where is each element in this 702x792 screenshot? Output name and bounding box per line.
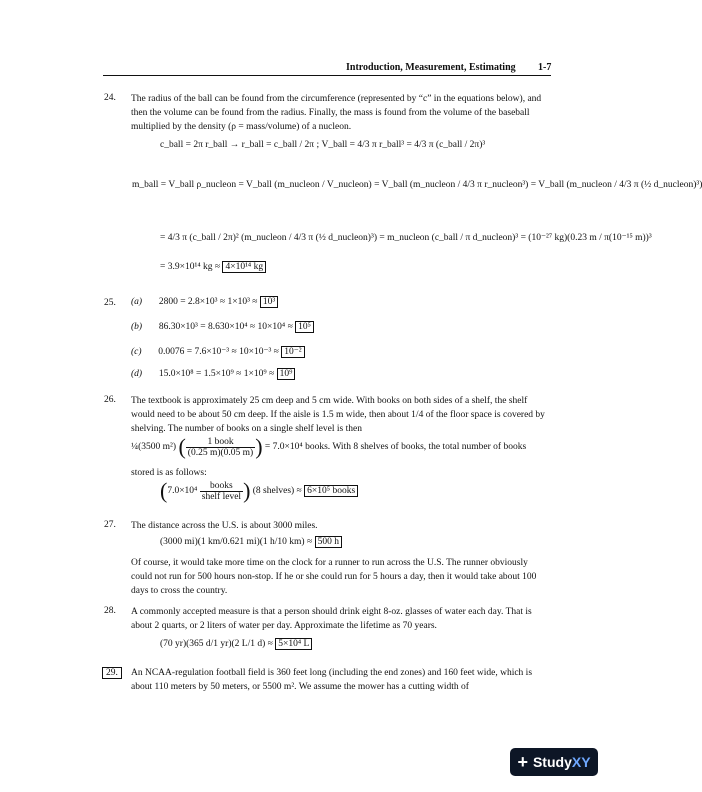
problem-24-text: The radius of the ball can be found from the circumference (represented by “c” in the equations below), and then the volume can be found from the radius. Finally, the mass is found from the volume of the baseball multiplied by the density (ρ = mass/volume) of a nucleon. [131,94,542,132]
eq1-numerator: 1 book [186,437,255,448]
problem-24-eq4 [160,262,266,272]
problem-26-text: The textbook is approximately 25 cm deep and 5 cm wide. With books on both sides of a shelf, the shelf would need to be about 50 cm deep. If the aisle is 1.5 m wide, then about 1/4 of the floor space is covered by shelving. The number of books on a single shelf level is then [131,396,545,434]
part-answer: 10⁵ [295,321,314,333]
problem-26-stored-text: stored is as follows: [131,468,207,478]
problem-28-text: A commonly accepted measure is that a person should drink eight 8-oz. glasses of water each day. That is about 2 quarts, or 2 liters of water per day. Approximate the lifetime as 70 years. [131,607,532,631]
eq1-denominator: (0.25 m)(0.05 m) [187,447,254,458]
part-expression: 15.0×10⁸ = 1.5×10⁹ ≈ 1×10⁹ ≈ [158,369,275,379]
eq2-fraction [200,481,243,502]
eq2-denominator: shelf level [201,491,242,502]
header-page-number: 1-7 [538,62,552,73]
problem-26-eq2: (7.0×10⁴ $\frac{\text{books}}{\text{shelf level}}$ ) (8 shelves) ≈ 6×10⁵ books [160,478,358,504]
logo-brand: Study [532,754,572,770]
part-label: (b) [131,322,143,332]
problem-24-eq2: m_ball = V_ball ρ_nucleon = V_ball (m_nucleon / V_nucleon) = V_ball (m_nucleon / 4/3 π r_nucleon³) = V_ball (m_nucleon / 4/3 π (½ d_nucleon)³) [132,180,702,190]
header-rule [103,75,551,76]
eq1-suffix: = 7.0×10⁴ books. With 8 shelves of books, the total number of books [264,442,527,453]
eq2-numerator: books [200,481,243,492]
problem-25-part-d [131,369,295,379]
problem-27-eq [160,537,342,547]
problem-24-eq1: c_ball = 2π r_ball → r_ball = c_ball / 2π ; V_ball = 4/3 π r_ball³ = 4/3 π (c_ball / 2π)³ [160,140,486,150]
problem-28-expression: (70 yr)(365 d/1 yr)(2 L/1 d) ≈ [160,639,273,649]
problem-25-part-b [131,322,314,332]
header-title: Introduction, Measurement, Estimating [346,62,516,73]
eq2-suffix: (8 shelves) ≈ [252,486,302,497]
problem-28-number: 28. [104,606,116,616]
part-answer: 10³ [260,296,278,308]
problem-27-answer: 500 h [315,536,342,548]
problem-25-part-c [131,346,305,357]
problem-28-eq [160,639,312,649]
problem-26-eq1: ¼(3500 m²) ( $\frac{\text{1 book}}{(0.25 m)(0.05 m)}$ ) = 7.0×10⁴ books. With 8 shelves of books, the total number of books [131,434,527,459]
problem-27-text2: Of course, it would take more time on the clock for a runner to run across the U.S. The runner obviously could not run for 500 hours non-stop. If he or she could run for 5 hours a day, then it would take about 100 days to cross the country. [131,558,537,596]
problem-24-number: 24. [104,93,116,103]
part-expression: 0.0076 = 7.6×10⁻³ ≈ 10×10⁻³ ≈ [158,347,279,357]
logo-brand-xy: XY [571,754,591,770]
problem-24-eq4-text: = 3.9×10¹⁴ kg ≈ [160,262,221,272]
part-answer: 10⁹ [277,368,296,380]
eq2-prefix: 7.0×10⁴ [167,486,198,497]
problem-27-expression: (3000 mi)(1 km/0.621 mi)(1 h/10 km) ≈ [160,537,313,547]
eq1-prefix: ¼(3500 m²) [131,442,177,453]
problem-27-number: 27. [104,520,116,530]
part-label: (a) [131,297,143,307]
problem-26-answer: 6×10⁵ books [304,485,358,497]
problem-25-number: 25. [104,298,116,308]
studyxy-logo [510,748,598,776]
problem-26-number: 26. [104,395,116,405]
problem-25-part-a [131,297,278,307]
part-expression: 86.30×10³ = 8.630×10⁴ ≈ 10×10⁴ ≈ [158,322,293,332]
part-answer: 10⁻² [281,346,304,358]
problem-24-eq3: = 4/3 π (c_ball / 2π)² (m_nucleon / 4/3 π (½ d_nucleon)³) = m_nucleon (c_ball / π d_nucleon)³ = (10⁻²⁷ kg)(0.23 m / π(10⁻¹⁵ m))³ [160,233,652,243]
problem-29-text: An NCAA-regulation football field is 360 feet long (including the end zones) and 160 feet wide, which is about 110 meters by 50 meters, or 5500 m². We assume the mower has a cutting width of [131,668,533,692]
part-label: (c) [131,347,142,357]
plus-icon: + [517,751,528,772]
problem-28-answer: 5×10⁴ L [275,638,312,650]
problem-27-text: The distance across the U.S. is about 3000 miles. [131,521,318,531]
problem-29-number: 29. [102,667,122,679]
part-expression: 2800 = 2.8×10³ ≈ 1×10³ ≈ [158,297,258,307]
problem-24-answer: 4×10¹⁴ kg [222,261,266,273]
part-label: (d) [131,369,143,379]
eq1-fraction [186,437,255,458]
